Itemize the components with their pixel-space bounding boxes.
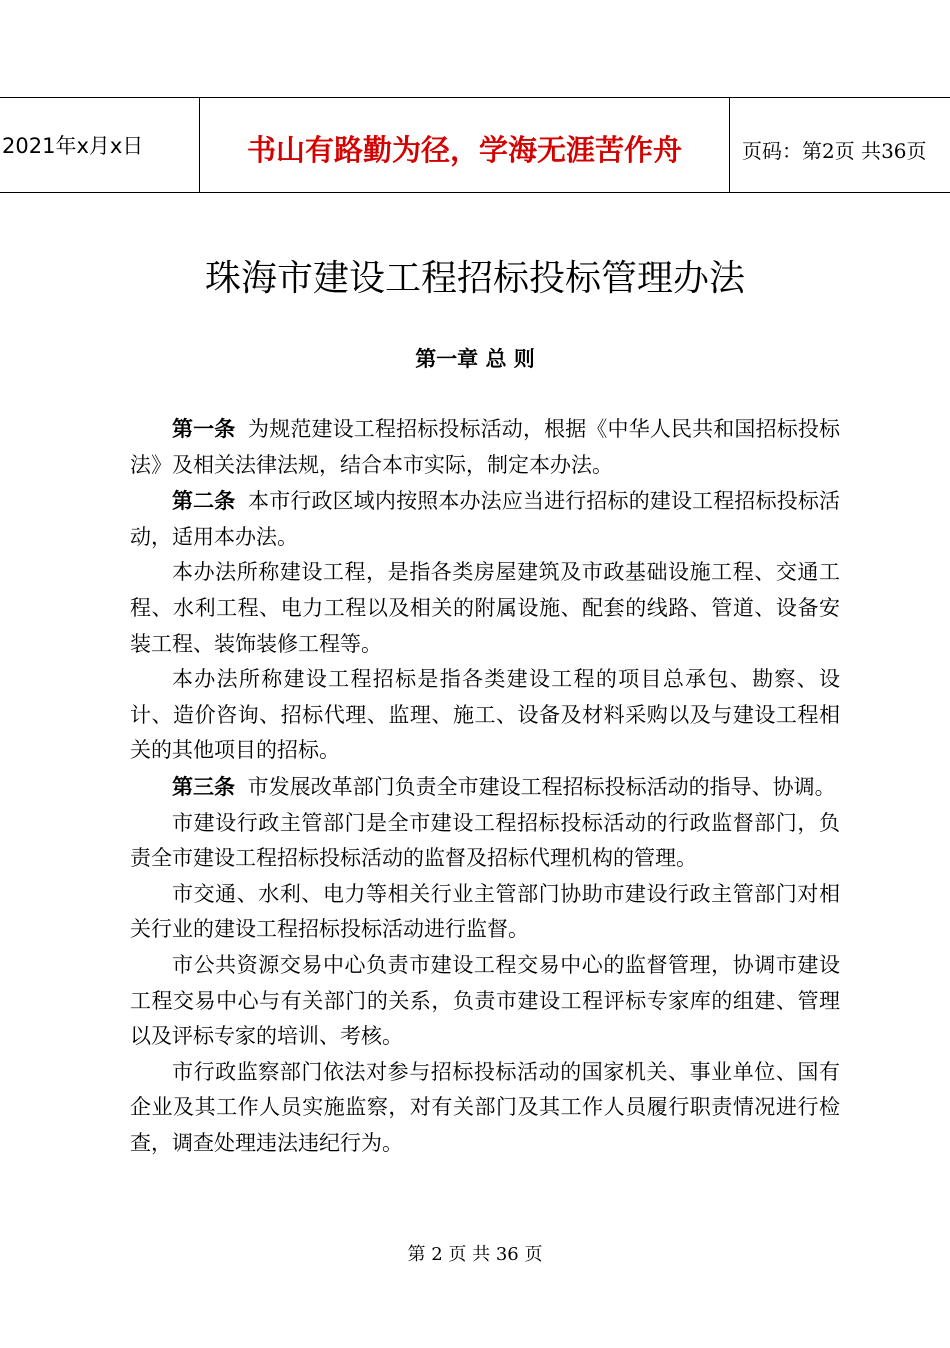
paragraph-text: 市交通、水利、电力等相关行业主管部门协助市建设行政主管部门对相关行业的建设工程招标投标活动进行监督。 — [130, 881, 840, 942]
paragraph-text: 市公共资源交易中心负责市建设工程交易中心的监督管理，协调市建设工程交易中心与有关部门的关系，负责市建设工程评标专家库的组建、管理以及评标专家的培训、考核。 — [130, 952, 840, 1049]
document-title: 珠海市建设工程招标投标管理办法 — [204, 258, 745, 299]
article-label: 第二条 — [172, 488, 236, 514]
paragraph — [130, 411, 840, 483]
paragraph — [130, 662, 840, 769]
paragraph — [130, 877, 840, 948]
footer-page-number: 第 2 页 共 36 页 — [407, 1244, 543, 1265]
paragraph — [130, 1055, 840, 1162]
document-body — [130, 411, 840, 1161]
article-label: 第一条 — [172, 416, 236, 441]
paragraph — [130, 555, 840, 662]
paragraph — [130, 769, 840, 806]
article-label: 第三条 — [172, 773, 235, 799]
paragraph-text: 市建设行政主管部门是全市建设工程招标投标活动的行政监督部门，负责全市建设工程招标投标活动的监督及招标代理机构的管理。 — [130, 810, 840, 871]
paragraph-text: 本办法所称建设工程招标是指各类建设工程的项目总承包、勘察、设计、造价咨询、招标代理、监理、施工、设备及材料采购以及与建设工程相关的其他项目的招标。 — [130, 667, 840, 763]
paragraph-text: 市行政监察部门依法对参与招标投标活动的国家机关、事业单位、国有企业及其工作人员实施监察，对有关部门及其工作人员履行职责情况进行检查，调查处理违法违纪行为。 — [130, 1059, 840, 1155]
paragraph-text: 市发展改革部门负责全市建设工程招标投标活动的指导、协调。 — [247, 774, 836, 799]
paragraph — [130, 948, 840, 1055]
chapter-heading: 第一章 总 则 — [415, 346, 535, 371]
header-page-number: 页码：第2页 共36页 — [742, 138, 927, 163]
header-date: 2021年x月x日 — [0, 98, 200, 192]
paragraph-text: 本市行政区域内按照本办法应当进行招标的建设工程招标投标活动，适用本办法。 — [130, 489, 841, 549]
paragraph — [130, 483, 840, 555]
header-motto: 书山有路勤为径，学海无涯苦作舟 — [200, 98, 730, 192]
paragraph-text: 本办法所称建设工程，是指各类房屋建筑及市政基础设施工程、交通工程、水利工程、电力工程以及相关的附属设施、配套的线路、管道、设备安装工程、装饰装修工程等。 — [130, 560, 840, 656]
header-table — [0, 97, 950, 193]
paragraph-text: 为规范建设工程招标投标活动，根据《中华人民共和国招标投标法》及相关法律法规，结合本市实际，制定本办法。 — [130, 417, 841, 477]
paragraph — [130, 806, 840, 877]
